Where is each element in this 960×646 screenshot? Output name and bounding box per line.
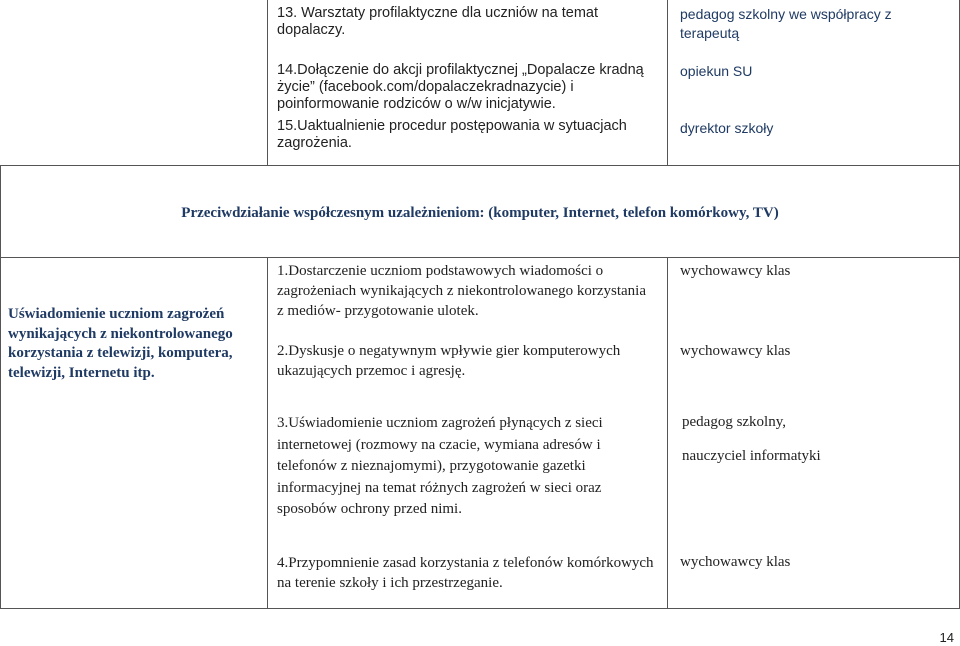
table-border — [667, 0, 668, 166]
table-border — [267, 0, 268, 166]
item-15-text: 15.Uaktualnienie procedur postępowania w sytuacjach zagrożenia. — [277, 118, 627, 151]
table-border — [667, 257, 668, 609]
table-border — [0, 608, 960, 609]
resp-14-text: opiekun SU — [680, 63, 753, 79]
task-1-text: 1.Dostarczenie uczniom podstawowych wiadomości o zagrożeniach wynikających z niekontrolowanego korzystania z mediów- przygotowanie ulotek. — [277, 263, 647, 319]
item-14-text: 14.Dołączenie do akcji profilaktycznej „Dopalacze kradną życie” (facebook.com/dopalaczekradnazycie) i poinformowanie rodziców o w/w inicjatywie. — [277, 62, 644, 112]
task-3-resp: pedagog szkolny, — [682, 414, 787, 430]
table-border — [0, 257, 1, 609]
task-1-resp: wychowawcy klas — [680, 263, 791, 279]
resp-15-text: dyrektor szkoły — [680, 120, 774, 136]
table-border — [0, 165, 960, 166]
section-title: Przeciwdziałanie współczesnym uzależnieniom: (komputer, Internet, telefon komórkowy, TV) — [181, 205, 779, 221]
page-number: 14 — [939, 630, 954, 645]
task-3-resp-2: nauczyciel informatyki — [682, 448, 821, 464]
task-4-resp: wychowawcy klas — [680, 554, 791, 570]
item-13-text: 13. Warsztaty profilaktyczne dla uczniów na temat dopalaczy. — [277, 5, 599, 38]
task-2-text: 2.Dyskusje o negatywnym wpływie gier komputerowych ukazujących przemoc i agresję. — [277, 343, 621, 379]
resp-13-text: pedagog szkolny we współpracy z terapeutą — [680, 6, 892, 41]
task-4-text: 4.Przypomnienie zasad korzystania z telefonów komórkowych na terenie szkoły i ich przestrzeganie. — [277, 555, 654, 591]
task-3-text: 3.Uświadomienie uczniom zagrożeń płynących z sieci internetowej (rozmowy na czacie, wymiana adresów i telefonów z nieznajomymi), przygotowanie gazetki informacyjnej na temat różnych zagrożeń w sieci oraz sposobów ochrony przed nimi. — [277, 415, 603, 517]
table-border — [267, 257, 268, 609]
task-2-resp: wychowawcy klas — [680, 343, 791, 359]
goal-text: Uświadomienie uczniom zagrożeń wynikających z niekontrolowanego korzystania z telewizji, komputera, telewizji, Internetu itp. — [8, 306, 233, 381]
table-border — [0, 257, 960, 258]
